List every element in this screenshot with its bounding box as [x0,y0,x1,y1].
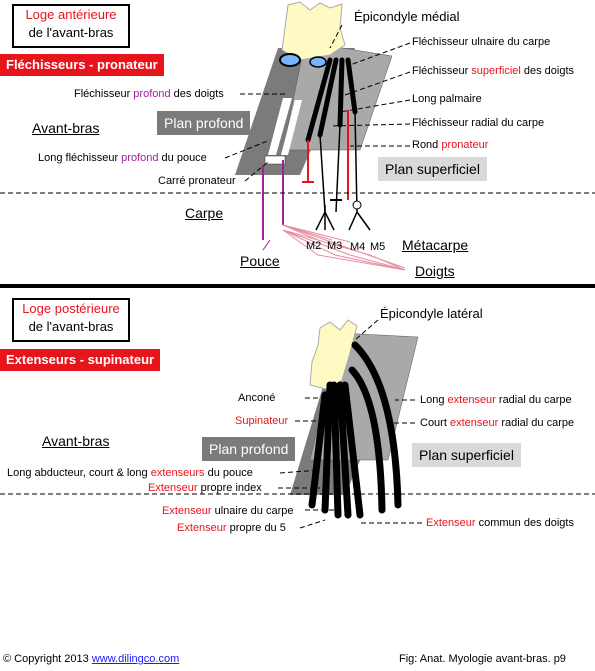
label-long-flechisseur-pouce: Long fléchisseur profond du pouce [38,152,207,164]
pisiform-marker [353,201,361,209]
region-avant-bras: Avant-bras [32,120,100,136]
region-doigts: Doigts [415,263,455,279]
region-pouce: Pouce [240,253,280,269]
plan-profond-label-post: Plan profond [202,437,295,461]
flexors-banner: Fléchisseurs - pronateur [0,54,164,76]
posterior-title-box [12,298,130,342]
label-long-extenseur-radial: Long extenseur radial du carpe [420,394,572,406]
copyright: © Copyright 2013 www.dilingco.com [3,653,180,665]
finger-m2: M2 [306,240,322,252]
tendon-superficial [340,60,342,125]
plan-superficiel-label-post: Plan superficiel [412,443,521,467]
plan-profond-label: Plan profond [157,111,250,135]
region-carpe: Carpe [185,205,224,221]
posterior-title-line1: Loge postérieure [22,301,120,316]
epicondyle-marker [310,57,326,67]
label-carre-pronateur: Carré pronateur [158,175,236,187]
site-link[interactable]: www.dilingco.com [91,653,180,665]
region-metacarpe: Métacarpe [402,237,469,253]
label-long-abducteur: Long abducteur, court & long extenseurs du pouce [7,467,253,479]
label-flechisseur-radial: Fléchisseur radial du carpe [412,117,545,129]
label-flechisseur-ulnaire: Fléchisseur ulnaire du carpe [412,36,551,48]
finger-m5: M5 [370,241,386,253]
label-extenseur-propre-index: Extenseur propre index [148,482,262,494]
label-rond-pronateur: Rond pronateur [412,139,489,151]
label-long-palmaire: Long palmaire [412,93,482,105]
label-flechisseur-superficiel: Fléchisseur superficiel des doigts [412,65,575,77]
section-separator [0,284,595,288]
label-extenseur-propre-5: Extenseur propre du 5 [177,522,286,534]
epicondyle-medial-marker [280,54,300,66]
posterior-title-line2: de l'avant-bras [28,319,114,334]
anterior-title-line1: Loge antérieure [25,7,117,22]
label-supinateur: Supinateur [235,415,289,427]
extensors-banner: Extenseurs - supinateur [0,349,160,371]
plan-superficiel-label: Plan superficiel [378,157,487,181]
finger-m4: M4 [350,241,366,253]
epicondyle-lateral-label: Épicondyle latéral [380,306,483,321]
anterior-title-box [12,4,130,48]
label-ancone: Anconé [238,392,276,404]
figure-caption: Fig: Anat. Myologie avant-bras. p9 [399,653,566,665]
label-extenseur-commun: Extenseur commun des doigts [426,517,574,529]
region-avant-bras-post: Avant-bras [42,433,110,449]
label-flechisseur-profond: Fléchisseur profond des doigts [74,88,224,100]
anterior-title-line2: de l'avant-bras [28,25,114,40]
humerus-bone [282,2,345,60]
epicondyle-medial-label: Épicondyle médial [354,9,460,24]
finger-m3: M3 [327,240,343,252]
label-court-extenseur-radial: Court extenseur radial du carpe [420,417,575,429]
label-extenseur-ulnaire: Extenseur ulnaire du carpe [162,505,294,517]
